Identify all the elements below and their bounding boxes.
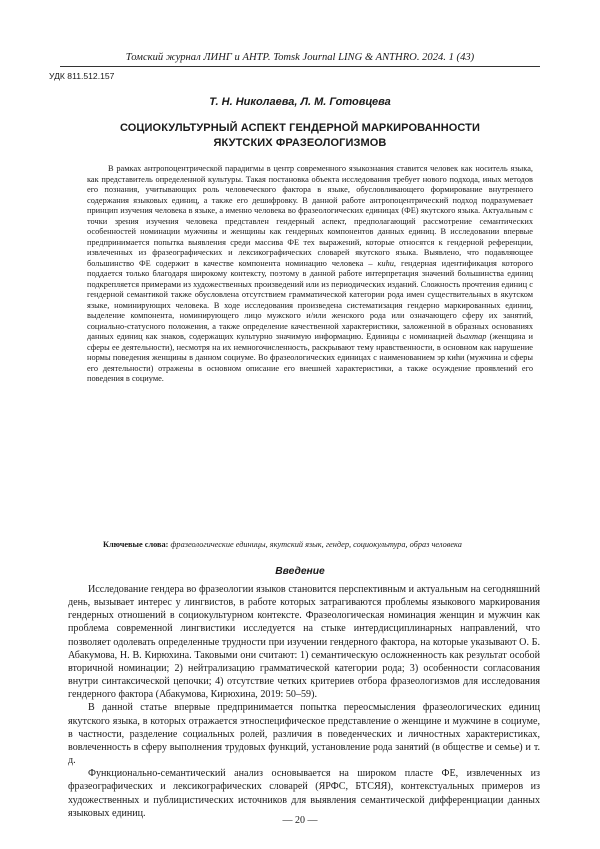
abstract-term-dakhtar: дьахтар: [456, 332, 487, 342]
article-title: [60, 121, 540, 150]
introduction-body: [68, 583, 540, 820]
abstract-text-part-1: В рамках антропоцентрической парадигмы в центр современного языкознания ставится человек как носитель языка, как представитель определенной культуры. Такая постановка объекта исследования требует нового подхода, иных методов его познания, учитывающих роль человеческого фактора в языке, обусловливающего формирование внутреннего содержания языковых единиц, а также его дешифровку. В данной работе антропоцентрический подход подразумевает принцип изучения человека в языке, а именно человека во фразеологических единицах (ФЕ) якутского языка. Актуальным с точки зрения изучения человека представлен гендерный аспект, предполагающий рассмотрение семантических особенностей номинации мужчины и женщины как гендерных компонентов данных единиц. В исследовании впервые предпринимается попытка выявления среди массива ФЕ тех выражений, которые относятся к гендерной референции, извлеченных из фразеографических и лексикографических словарей якутского языка. Выявлено, что подавляющее большинство ФЕ содержит в качестве компонента номинацию человека –: [87, 164, 533, 268]
abstract: [87, 164, 533, 385]
section-heading-introduction: Введение: [275, 566, 325, 577]
article-title-line-2: ЯКУТСКИХ ФРАЗЕОЛОГИЗМОВ: [213, 136, 387, 149]
article-title-line-1: СОЦИОКУЛЬТУРНЫЙ АСПЕКТ ГЕНДЕРНОЙ МАРКИРОВАННОСТИ: [119, 122, 481, 134]
article-authors: Т. Н. Николаева, Л. М. Готовцева: [209, 96, 391, 108]
keywords-list: фразеологические единицы, якутский язык, гендер, социокультура, образ человека: [170, 540, 462, 549]
udc-code: УДК 811.512.157: [49, 71, 115, 81]
abstract-term-kihi: киһи: [377, 258, 394, 268]
header-divider: [60, 66, 540, 67]
body-paragraph: Функционально-семантический анализ основывается на широком пласте ФЕ, извлеченных из фразеографических и лексикографических словарей (ЯРФС, БТСЯЯ), контекстуальных примеров из художественных и публицистических источников для выявления семантической дифференциации данных языковых единиц.: [68, 768, 540, 819]
abstract-text-part-3: (женщина и сферы ее деятельности), несмотря на их немногочисленность, раскрывают тему нравственности, в основном как нарушение нормы поведения женщины в данном социуме. Во фразеологических единицах с наименованием эр киһи (мужчина и сферы его деятельности) отражены в основном описание его внешней характеристики, а также осуждение проявлений его поведения в социуме.: [87, 332, 533, 384]
abstract-text-part-2: , гендерная идентификация которого поддается только благодаря широкому контексту, поэтому в данной работе интерпретация значений большинства единиц подкрепляется примерами из художественных произведений или из периодических изданий. Сложность прочтения единиц с гендерной семантикой также обусловлена отсутствием грамматической категории рода имен существительных в якутском языке, номинирующих человека. В ходе исследования произведена систематизация гендерно маркированных единиц, выделение компонента, номинирующего лицо мужского и/или женского рода или означающего сферу их занятий, социально-статусного положения, а также определение качественной характеристики, заложенной в образных основаниях данных единиц как знаков, содержащих культурно значимую информацию. Единицы с номинацией: [87, 258, 534, 342]
keywords: [103, 539, 543, 550]
body-paragraph: В данной статье впервые предпринимается попытка переосмысления фразеологических единиц якутского языка, в которых отражается этноспецифическое представление о женщине и мужчине в социуме, в частности, разделение социальных ролей, различия в поведенческих и личностных характеристиках, вовлеченность в сферу выполнения трудовых функций, установление рода занятий (в обществе и семье) и т. д.: [68, 702, 540, 767]
journal-running-head: Томский журнал ЛИНГ и АНТР. Tomsk Journal LING & ANTHRO. 2024. 1 (43): [125, 52, 475, 63]
body-paragraph: Исследование гендера во фразеологии языков становится перспективным и актуальным на сегодняшний день, вызывает интерес у лингвистов, в работе которых затрагиваются проблемы языкового маркирования гендерных отношений в социокультурном контексте. Фразеологическая номинация женщин и мужчин как проблема современной лингвистики исследуется на стыке интердисциплинарных направлений, что позволяет одолевать определенные трудности при изучении гендерного фактора, на которые указывают О. Б. Абакумова, Н. В. Кирюхина. Таковыми они считают: 1) семантическую осложненность как результат особой вторичной номинации; 2) нейтрализацию грамматической категории рода; 3) особенности согласования внутри синтаксической цепочки; 4) отсутствие четких критериев отбора фразеологизмов для исследования гендерного фактора (Абакумова, Кирюхина, 2019: 50–59).: [68, 584, 540, 701]
keywords-label: Ключевые слова:: [103, 540, 169, 549]
page-number: — 20 —: [282, 815, 318, 826]
